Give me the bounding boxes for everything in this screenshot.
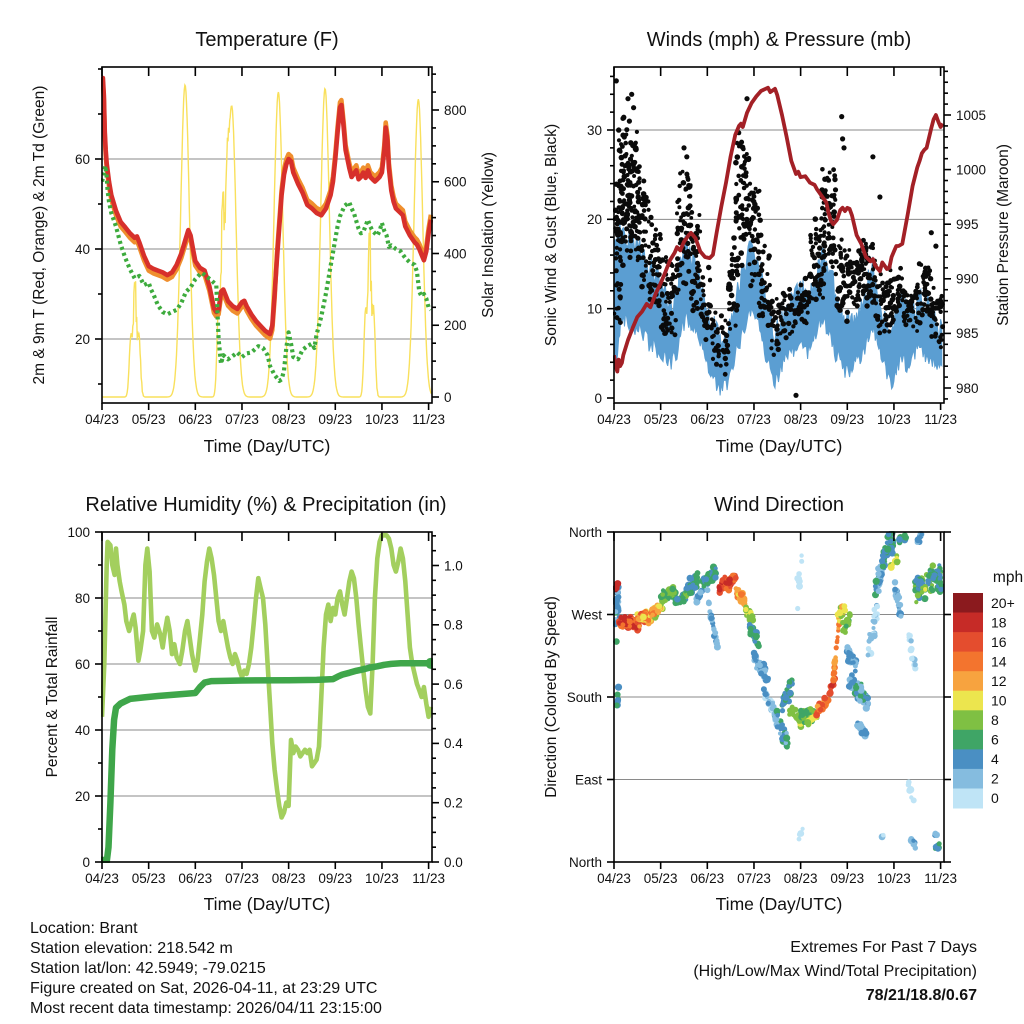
- winds-x-tick-label: 10/23: [877, 412, 911, 427]
- pressure-y-right-label: Station Pressure (Maroon): [995, 144, 1012, 326]
- winds-x-tick-label: 04/23: [597, 412, 631, 427]
- humidity-y-tick-label: 40: [74, 722, 90, 738]
- temperature-y-tick-label: 600: [444, 174, 467, 190]
- colorbar-bin: [953, 671, 983, 691]
- direction-x-tick-label: 11/23: [924, 871, 957, 886]
- colorbar-tick-label: 10: [991, 692, 1007, 709]
- winds-y-tick-label: 10: [586, 301, 602, 317]
- wind-direction-dots: [612, 530, 945, 852]
- wind-y-left-label: Sonic Wind & Gust (Blue, Black): [543, 123, 560, 347]
- rainfall-end-dot: [425, 658, 436, 669]
- footer-created: Figure created on Sat, 2026-04-11, at 23:29 UTC: [30, 980, 378, 997]
- colorbar-bin: [953, 652, 983, 672]
- humidity-x-tick-label: 10/23: [365, 871, 399, 886]
- axes-layer: [67, 67, 1014, 886]
- winds-x-tick-label: 05/23: [643, 412, 678, 427]
- direction-x-tick-label: 04/23: [597, 871, 631, 886]
- winds-chart-title: Winds (mph) & Pressure (mb): [646, 29, 912, 51]
- temperature-chart-title: Temperature (F): [195, 29, 339, 51]
- temp-2m-red-line: [102, 78, 431, 334]
- winds-y-tick-label: 990: [956, 271, 979, 287]
- temperature-y-tick-label: 60: [74, 151, 90, 167]
- temperature-y-tick-label: 400: [444, 246, 467, 262]
- speed-colorbar: [953, 593, 1015, 809]
- direction-frame: [607, 532, 951, 869]
- winds-y-tick-label: 980: [956, 380, 979, 396]
- extremes-subtitle: (High/Low/Max Wind/Total Precipitation): [693, 963, 977, 980]
- winds-y-tick-label: 1005: [956, 107, 987, 123]
- extremes-values: 78/21/18.8/0.67: [865, 987, 977, 1004]
- direction-y-tick-label: North: [568, 524, 602, 540]
- temperature-y-tick-label: 20: [74, 331, 90, 347]
- temperature-y-tick-label: 800: [444, 102, 467, 118]
- humidity-y-tick-label: 0.4: [444, 736, 463, 752]
- winds-x-tick-label: 06/23: [690, 412, 725, 427]
- temperature-x-tick-label: 07/23: [225, 412, 259, 427]
- temperature-frame: [95, 67, 439, 410]
- temperature-series: [102, 78, 431, 397]
- colorbar-bin: [953, 691, 983, 711]
- colorbar-title: mph: [992, 569, 1024, 586]
- humidity-x-tick-label: 08/23: [271, 871, 306, 886]
- temperature-y-tick-label: 40: [74, 241, 90, 257]
- colorbar-bin: [953, 730, 983, 750]
- colorbar-tick-label: 16: [991, 633, 1007, 650]
- direction-y-tick-label: West: [571, 607, 602, 623]
- direction-y-tick-label: East: [574, 772, 602, 788]
- colorbar-bin: [953, 632, 983, 652]
- humidity-y-tick-label: 0.8: [444, 617, 463, 633]
- humidity-y-tick-label: 60: [74, 656, 90, 672]
- direction-y-tick-label: South: [566, 689, 602, 705]
- humidity-x-tick-label: 09/23: [318, 871, 353, 886]
- humidity-x-tick-label: 07/23: [225, 871, 259, 886]
- humidity-y-tick-label: 0.6: [444, 676, 463, 692]
- colorbar-tick-label: 4: [991, 751, 999, 768]
- direction-y-left-label: Direction (Colored By Speed): [543, 596, 560, 798]
- colorbar-tick-label: 20+: [991, 594, 1015, 611]
- colorbar-tick-label: 14: [991, 653, 1007, 670]
- humidity-y-left-label: Percent & Total Rainfall: [44, 616, 61, 778]
- footer-latlon: Station lat/lon: 42.5949; -79.0215: [30, 960, 266, 977]
- direction-y-tick-label: North: [568, 854, 602, 870]
- colorbar-tick-label: 18: [991, 614, 1007, 631]
- extremes-title: Extremes For Past 7 Days: [790, 939, 977, 956]
- winds-x-axis-label: Time (Day/UTC): [715, 436, 843, 456]
- humidity-y-tick-label: 100: [67, 524, 90, 540]
- humidity-y-tick-label: 0.0: [444, 854, 463, 870]
- winds-series: [612, 78, 945, 398]
- direction-x-tick-label: 10/23: [877, 871, 911, 886]
- humidity-y-tick-label: 0: [82, 854, 90, 870]
- humidity-chart-title: Relative Humidity (%) & Precipitation (in): [85, 494, 447, 516]
- colorbar-tick-label: 12: [991, 673, 1007, 689]
- direction-x-tick-label: 05/23: [643, 871, 678, 886]
- footer-location: Location: Brant: [30, 920, 138, 937]
- colorbar-tick-label: 0: [991, 790, 999, 807]
- winds-x-tick-label: 11/23: [924, 412, 957, 427]
- temperature-x-tick-label: 11/23: [412, 412, 445, 427]
- temperature-x-tick-label: 04/23: [85, 412, 119, 427]
- temperature-y-left-label: 2m & 9m T (Red, Orange) & 2m Td (Green): [31, 85, 48, 385]
- winds-x-tick-label: 08/23: [783, 412, 818, 427]
- colorbar-bin: [953, 749, 983, 769]
- series-layer: [97, 78, 946, 868]
- relative-humidity-line: [102, 535, 431, 817]
- temperature-x-tick-label: 05/23: [131, 412, 166, 427]
- winds-x-tick-label: 09/23: [830, 412, 865, 427]
- temperature-y-tick-label: 200: [444, 318, 467, 334]
- humidity-x-tick-label: 11/23: [412, 871, 445, 886]
- colorbar-bin: [953, 769, 983, 789]
- colorbar-tick-label: 2: [991, 770, 999, 787]
- direction-chart-title: Wind Direction: [713, 494, 845, 516]
- winds-y-tick-label: 995: [956, 217, 979, 232]
- direction-x-tick-label: 09/23: [830, 871, 865, 886]
- footer-timestamp: Most recent data timestamp: 2026/04/11 23:15:00: [30, 1000, 382, 1017]
- solar-y-right-label: Solar Insolation (Yellow): [480, 152, 497, 318]
- winds-x-tick-label: 07/23: [737, 412, 771, 427]
- temp-9m-orange-line: [102, 83, 431, 339]
- footer-elevation: Station elevation: 218.542 m: [30, 940, 233, 957]
- colorbar-bin: [953, 613, 983, 633]
- temperature-x-tick-label: 08/23: [271, 412, 306, 427]
- text-layer: [30, 29, 1023, 1017]
- direction-x-tick-label: 06/23: [690, 871, 725, 886]
- winds-y-tick-label: 985: [956, 326, 979, 342]
- colorbar-tick-label: 6: [991, 731, 999, 748]
- temperature-x-tick-label: 06/23: [178, 412, 213, 427]
- direction-x-tick-label: 08/23: [783, 871, 818, 886]
- direction-series: [612, 530, 945, 852]
- humidity-x-tick-label: 06/23: [178, 871, 213, 886]
- winds-y-tick-label: 20: [586, 212, 602, 228]
- colorbar-tick-label: 8: [991, 712, 999, 728]
- humidity-y-tick-label: 20: [74, 788, 90, 804]
- humidity-x-tick-label: 04/23: [85, 871, 119, 886]
- humidity-series: [97, 535, 437, 867]
- colorbar-bin: [953, 593, 983, 613]
- temperature-y-tick-label: 0: [444, 389, 452, 405]
- winds-y-tick-label: 30: [586, 122, 602, 138]
- direction-x-tick-label: 07/23: [737, 871, 771, 886]
- humidity-x-axis-label: Time (Day/UTC): [203, 894, 331, 914]
- humidity-y-tick-label: 1.0: [444, 558, 463, 574]
- solar-insolation-line: [102, 85, 431, 397]
- temperature-x-tick-label: 10/23: [365, 412, 399, 427]
- humidity-y-tick-label: 0.2: [444, 795, 463, 811]
- temperature-x-tick-label: 09/23: [318, 412, 353, 427]
- winds-y-tick-label: 1000: [956, 162, 987, 178]
- humidity-y-tick-label: 80: [74, 590, 90, 606]
- colorbar-bin: [953, 710, 983, 730]
- direction-x-axis-label: Time (Day/UTC): [715, 894, 843, 914]
- total-rainfall-line: [102, 663, 431, 862]
- winds-y-tick-label: 0: [594, 390, 602, 406]
- colorbar-bin: [953, 789, 983, 809]
- temperature-x-axis-label: Time (Day/UTC): [203, 436, 331, 456]
- humidity-x-tick-label: 05/23: [131, 871, 166, 886]
